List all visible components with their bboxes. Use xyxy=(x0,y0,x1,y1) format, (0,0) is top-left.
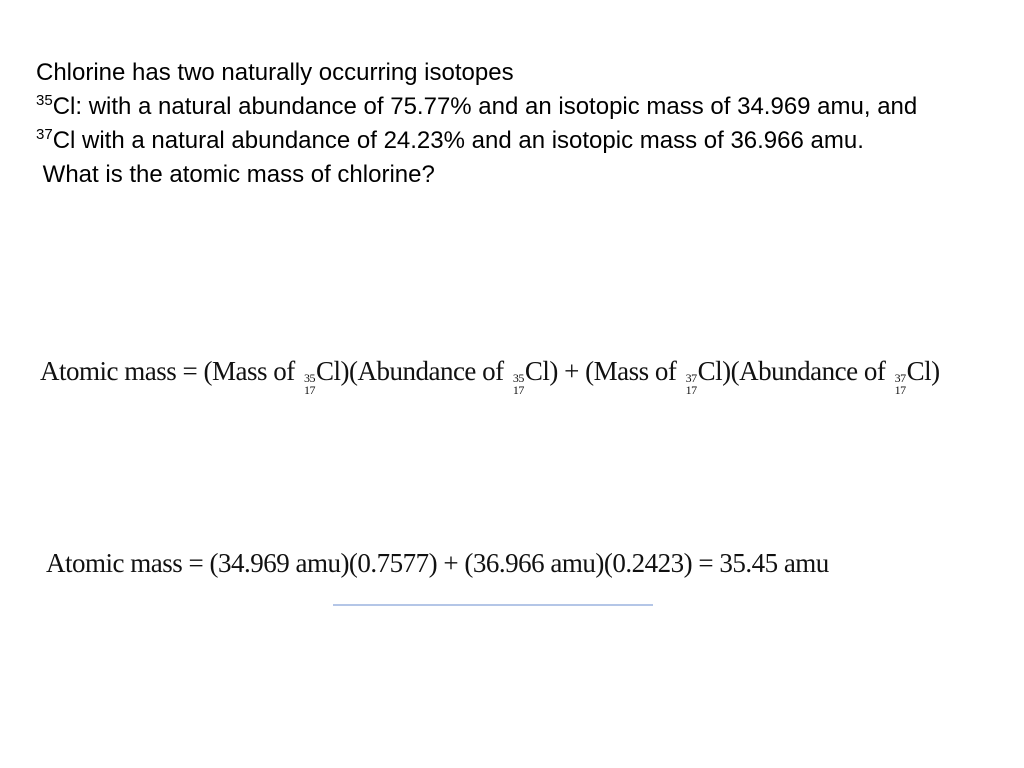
intro-line: Chlorine has two naturally occurring isotopes xyxy=(36,59,514,86)
nuclide-mass-number: 37 xyxy=(894,371,906,385)
nuclide-mass-number: 35 xyxy=(303,371,315,385)
answer-underline xyxy=(333,604,653,606)
nuclide-atomic-number: 17 xyxy=(685,383,697,397)
formula-term2-a: (Mass of xyxy=(585,356,683,386)
nuclide-cl37-b xyxy=(895,372,906,396)
atomic-mass-formula xyxy=(40,356,940,396)
isotope-35-line xyxy=(36,90,976,124)
nuclide-atomic-number: 17 xyxy=(894,383,906,397)
formula-term1-b: Cl)(Abundance of xyxy=(315,356,510,386)
isotope-37-text: Cl with a natural abundance of 24.23% and an isotopic mass of 36.966 amu. xyxy=(52,127,864,154)
isotope-37-line xyxy=(36,124,976,158)
formula-term1-a: (Mass of xyxy=(203,356,301,386)
atomic-mass-calculation: Atomic mass = (34.969 amu)(0.7577) + (36.966 amu)(0.2423) = 35.45 amu xyxy=(46,548,829,578)
formula-term2-c: Cl) xyxy=(906,356,940,386)
question-prompt xyxy=(36,158,976,192)
nuclide-cl37-a xyxy=(686,372,697,396)
nuclide-cl35-a xyxy=(304,372,315,396)
formula-lhs: Atomic mass = xyxy=(40,356,204,386)
nuclide-atomic-number: 17 xyxy=(512,383,524,397)
mass-number-37: 37 xyxy=(36,126,53,143)
formula-term2-b: Cl)(Abundance of xyxy=(697,356,892,386)
isotope-35-text: Cl: with a natural abundance of 75.77% and an isotopic mass of 34.969 amu, and xyxy=(52,93,918,120)
nuclide-cl35-b xyxy=(513,372,524,396)
mass-number-35: 35 xyxy=(36,92,53,109)
nuclide-atomic-number: 17 xyxy=(303,383,315,397)
nuclide-mass-number: 37 xyxy=(685,371,697,385)
question-prompt-text: What is the atomic mass of chlorine? xyxy=(42,161,435,188)
formula-term1-c: Cl) + xyxy=(524,356,586,386)
nuclide-mass-number: 35 xyxy=(512,371,524,385)
question-text xyxy=(36,56,976,192)
